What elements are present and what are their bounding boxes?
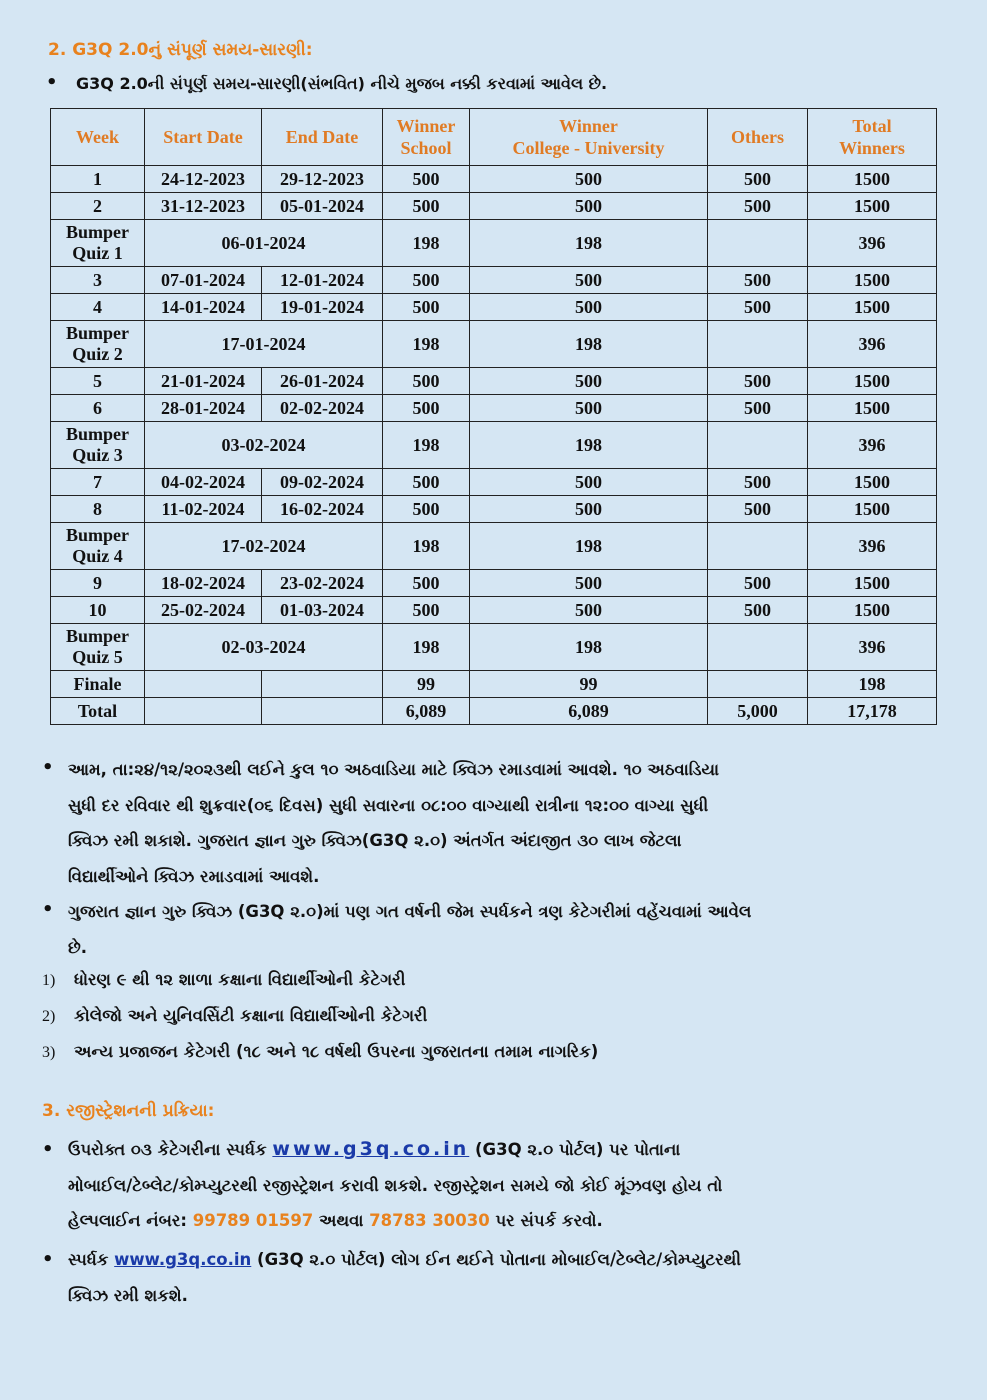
section-2-bullet: G3Q 2.0ની સંપૂર્ણ સમય-સારણી(સંભવિત) નીચે મુજબ નક્કી કરવામાં આવેલ છે. <box>76 74 608 93</box>
cell-date: 17-02-2024 <box>145 523 383 570</box>
cell-week: Bumper Quiz 2 <box>51 321 145 368</box>
cell-start-date <box>145 671 262 698</box>
cell-college: 198 <box>470 321 708 368</box>
header-week: Week <box>51 109 145 166</box>
paragraph-login <box>68 1242 943 1313</box>
cell-total: 1500 <box>808 193 937 220</box>
portal-link[interactable]: www.g3q.co.in <box>272 1138 470 1160</box>
cell-start-date: 07-01-2024 <box>145 267 262 294</box>
table-row <box>51 469 937 496</box>
table-row-total <box>51 698 937 725</box>
header-winner-college: Winner College - University <box>470 109 708 166</box>
cell-school: 99 <box>383 671 470 698</box>
table-row-bumper <box>51 220 937 267</box>
table-row-bumper <box>51 422 937 469</box>
cell-college: 6,089 <box>470 698 708 725</box>
cell-total: 1500 <box>808 368 937 395</box>
category-number: 1) <box>42 972 56 989</box>
cell-school: 500 <box>383 469 470 496</box>
table-row <box>51 395 937 422</box>
cell-others <box>708 422 808 469</box>
cell-college: 198 <box>470 220 708 267</box>
cell-college: 500 <box>470 597 708 624</box>
cell-total: 396 <box>808 321 937 368</box>
cell-college: 500 <box>470 395 708 422</box>
cell-school: 500 <box>383 166 470 193</box>
category-number: 2) <box>42 1008 56 1025</box>
cell-total: 198 <box>808 671 937 698</box>
cell-others: 500 <box>708 267 808 294</box>
cell-others: 500 <box>708 193 808 220</box>
cell-school: 198 <box>383 220 470 267</box>
cell-week: 8 <box>51 496 145 523</box>
cell-end-date: 02-02-2024 <box>262 395 383 422</box>
cell-total: 1500 <box>808 294 937 321</box>
cell-school: 500 <box>383 570 470 597</box>
cell-school: 500 <box>383 597 470 624</box>
portal-link[interactable]: www.g3q.co.in <box>114 1250 252 1269</box>
cell-school: 198 <box>383 523 470 570</box>
paragraph-line: આમ, તા:૨૪/૧૨/૨૦૨૩થી લઈને કુલ ૧૦ અઠવાડિયા માટે ક્વિઝ રમાડવામાં આવશે. ૧૦ અઠવાડિયા <box>68 760 720 779</box>
cell-others <box>708 220 808 267</box>
bullet-icon: • <box>42 899 54 920</box>
paragraph-line: સ્પર્ધક www.g3q.co.in (G3Q ૨.૦ પોર્ટલ) લોગ ઈન થઈને પોતાના મોબાઈલ/ટેબ્લેટ/કોમ્પ્યુટરથી <box>68 1250 741 1269</box>
cell-end-date: 19-01-2024 <box>262 294 383 321</box>
cell-week: Bumper Quiz 3 <box>51 422 145 469</box>
cell-week: Bumper Quiz 1 <box>51 220 145 267</box>
cell-college: 500 <box>470 166 708 193</box>
cell-total: 396 <box>808 624 937 671</box>
cell-week: 7 <box>51 469 145 496</box>
paragraph-line: હેલ્પલાઈન નંબર: 99789 01597 અથવા 78783 30030 પર સંપર્ક કરવો. <box>68 1211 603 1230</box>
section-2-number: 2. <box>48 40 67 60</box>
cell-total: 1500 <box>808 166 937 193</box>
table-row-bumper <box>51 321 937 368</box>
cell-end-date: 26-01-2024 <box>262 368 383 395</box>
table-row <box>51 166 937 193</box>
cell-week: 10 <box>51 597 145 624</box>
cell-school: 198 <box>383 422 470 469</box>
cell-others: 500 <box>708 395 808 422</box>
section-3-number: 3. <box>42 1101 61 1121</box>
cell-start-date: 28-01-2024 <box>145 395 262 422</box>
cell-date: 03-02-2024 <box>145 422 383 469</box>
cell-others: 5,000 <box>708 698 808 725</box>
cell-end-date: 29-12-2023 <box>262 166 383 193</box>
cell-others <box>708 624 808 671</box>
paragraph-quiz-duration <box>68 752 943 894</box>
cell-date: 17-01-2024 <box>145 321 383 368</box>
paragraph-categories-intro <box>68 894 943 965</box>
table-row <box>51 597 937 624</box>
cell-college: 99 <box>470 671 708 698</box>
cell-others: 500 <box>708 570 808 597</box>
section-3-heading <box>42 1101 214 1121</box>
paragraph-line: ગુજરાત જ્ઞાન ગુરુ ક્વિઝ (G3Q ૨.૦)માં પણ ગત વર્ષની જેમ સ્પર્ધકને ત્રણ કેટેગરીમાં વહેંચવામાં આવેલ <box>68 902 752 921</box>
cell-total: 1500 <box>808 267 937 294</box>
cell-end-date: 16-02-2024 <box>262 496 383 523</box>
header-others: Others <box>708 109 808 166</box>
cell-others: 500 <box>708 496 808 523</box>
cell-week: 3 <box>51 267 145 294</box>
cell-start-date: 11-02-2024 <box>145 496 262 523</box>
section-3-title: રજીસ્ટ્રેશનની પ્રક્રિયા: <box>66 1101 215 1121</box>
cell-college: 198 <box>470 422 708 469</box>
table-row <box>51 193 937 220</box>
cell-school: 198 <box>383 624 470 671</box>
bullet-icon: • <box>42 1249 54 1270</box>
cell-end-date: 01-03-2024 <box>262 597 383 624</box>
cell-others: 500 <box>708 294 808 321</box>
cell-total: 1500 <box>808 469 937 496</box>
cell-others: 500 <box>708 368 808 395</box>
header-winner-school: Winner School <box>383 109 470 166</box>
table-row <box>51 294 937 321</box>
cell-week: 1 <box>51 166 145 193</box>
paragraph-registration <box>68 1132 943 1239</box>
header-total-winners: Total Winners <box>808 109 937 166</box>
table-header-row <box>51 109 937 166</box>
cell-total: 1500 <box>808 496 937 523</box>
cell-college: 500 <box>470 267 708 294</box>
cell-college: 500 <box>470 294 708 321</box>
paragraph-line: મોબાઈલ/ટેબ્લેટ/કોમ્પ્યુટરથી રજીસ્ટ્રેશન કરાવી શકશે. રજીસ્ટ્રેશન સમયે જો કોઈ મૂંઝવણ હોય તો <box>68 1175 723 1195</box>
paragraph-line: વિદ્યાર્થીઓને ક્વિઝ રમાડવામાં આવશે. <box>68 866 320 886</box>
cell-end-date: 09-02-2024 <box>262 469 383 496</box>
cell-start-date: 31-12-2023 <box>145 193 262 220</box>
section-2-title: G3Q 2.0નું સંપૂર્ણ સમય-સારણી: <box>72 40 313 60</box>
cell-date: 06-01-2024 <box>145 220 383 267</box>
cell-week: Finale <box>51 671 145 698</box>
cell-school: 198 <box>383 321 470 368</box>
table-row <box>51 267 937 294</box>
header-end-date: End Date <box>262 109 383 166</box>
cell-total: 396 <box>808 422 937 469</box>
cell-start-date: 14-01-2024 <box>145 294 262 321</box>
cell-week: 4 <box>51 294 145 321</box>
cell-college: 500 <box>470 193 708 220</box>
cell-end-date: 23-02-2024 <box>262 570 383 597</box>
cell-total: 17,178 <box>808 698 937 725</box>
cell-school: 500 <box>383 193 470 220</box>
bullet-icon: • <box>42 1139 54 1160</box>
cell-date: 02-03-2024 <box>145 624 383 671</box>
section-2-heading <box>48 40 313 60</box>
cell-school: 500 <box>383 368 470 395</box>
cell-week: Bumper Quiz 5 <box>51 624 145 671</box>
cell-start-date: 04-02-2024 <box>145 469 262 496</box>
cell-end-date <box>262 671 383 698</box>
category-item: ધોરણ ૯ થી ૧૨ શાળા કક્ષાના વિદ્યાર્થીઓની કેટેગરી <box>74 970 406 989</box>
paragraph-line: ઉપરોક્ત ૦૩ કેટેગરીના સ્પર્ધક www.g3q.co.in (G3Q ૨.૦ પોર્ટલ) પર પોતાના <box>68 1138 681 1160</box>
cell-end-date: 12-01-2024 <box>262 267 383 294</box>
paragraph-line: ક્વિઝ રમી શકશે. <box>68 1285 188 1305</box>
cell-school: 500 <box>383 496 470 523</box>
cell-total: 1500 <box>808 597 937 624</box>
cell-school: 500 <box>383 395 470 422</box>
cell-others: 500 <box>708 166 808 193</box>
cell-week: 5 <box>51 368 145 395</box>
cell-start-date: 24-12-2023 <box>145 166 262 193</box>
cell-school: 6,089 <box>383 698 470 725</box>
paragraph-line: છે. <box>68 937 88 957</box>
category-item: કોલેજો અને યુનિવર્સિટી કક્ષાના વિદ્યાર્થીઓની કેટેગરી <box>74 1006 428 1025</box>
cell-college: 500 <box>470 368 708 395</box>
cell-start-date: 18-02-2024 <box>145 570 262 597</box>
cell-week: 2 <box>51 193 145 220</box>
cell-school: 500 <box>383 294 470 321</box>
cell-college: 500 <box>470 469 708 496</box>
bullet-icon: • <box>46 72 58 93</box>
cell-school: 500 <box>383 267 470 294</box>
cell-end-date: 05-01-2024 <box>262 193 383 220</box>
cell-college: 198 <box>470 523 708 570</box>
cell-college: 500 <box>470 496 708 523</box>
cell-week: 9 <box>51 570 145 597</box>
category-item: અન્ય પ્રજાજન કેટેગરી (૧૮ અને ૧૮ વર્ષથી ઉપરના ગુજરાતના તમામ નાગરિક) <box>74 1042 599 1061</box>
cell-others <box>708 321 808 368</box>
cell-start-date: 21-01-2024 <box>145 368 262 395</box>
table-row <box>51 496 937 523</box>
cell-others: 500 <box>708 469 808 496</box>
cell-total: 1500 <box>808 570 937 597</box>
table-row <box>51 368 937 395</box>
cell-week: Bumper Quiz 4 <box>51 523 145 570</box>
cell-week: 6 <box>51 395 145 422</box>
cell-end-date <box>262 698 383 725</box>
header-start-date: Start Date <box>145 109 262 166</box>
cell-start-date <box>145 698 262 725</box>
cell-others <box>708 671 808 698</box>
table-row-bumper <box>51 523 937 570</box>
table-row-bumper <box>51 624 937 671</box>
schedule-table <box>50 108 937 725</box>
cell-total: 396 <box>808 523 937 570</box>
cell-week: Total <box>51 698 145 725</box>
category-number: 3) <box>42 1044 56 1061</box>
table-row-finale <box>51 671 937 698</box>
helpline-phone-2[interactable]: 78783 30030 <box>369 1211 490 1230</box>
bullet-icon: • <box>42 757 54 778</box>
cell-others <box>708 523 808 570</box>
paragraph-line: સુધી દર રવિવાર થી શુક્રવાર(૦૬ દિવસ) સુધી સવારના ૦૮:૦૦ વાગ્યાથી રાત્રીના ૧૨:૦૦ વાગ્યા સુધી <box>68 795 709 815</box>
cell-total: 1500 <box>808 395 937 422</box>
helpline-phone-1[interactable]: 99789 01597 <box>192 1211 314 1230</box>
cell-total: 396 <box>808 220 937 267</box>
paragraph-line: ક્વિઝ રમી શકાશે. ગુજરાત જ્ઞાન ગુરુ ક્વિઝ(G3Q ૨.૦) અંતર્ગત અંદાજીત ૩૦ લાખ જેટલા <box>68 831 682 850</box>
cell-college: 500 <box>470 570 708 597</box>
cell-start-date: 25-02-2024 <box>145 597 262 624</box>
cell-others: 500 <box>708 597 808 624</box>
table-row <box>51 570 937 597</box>
cell-college: 198 <box>470 624 708 671</box>
